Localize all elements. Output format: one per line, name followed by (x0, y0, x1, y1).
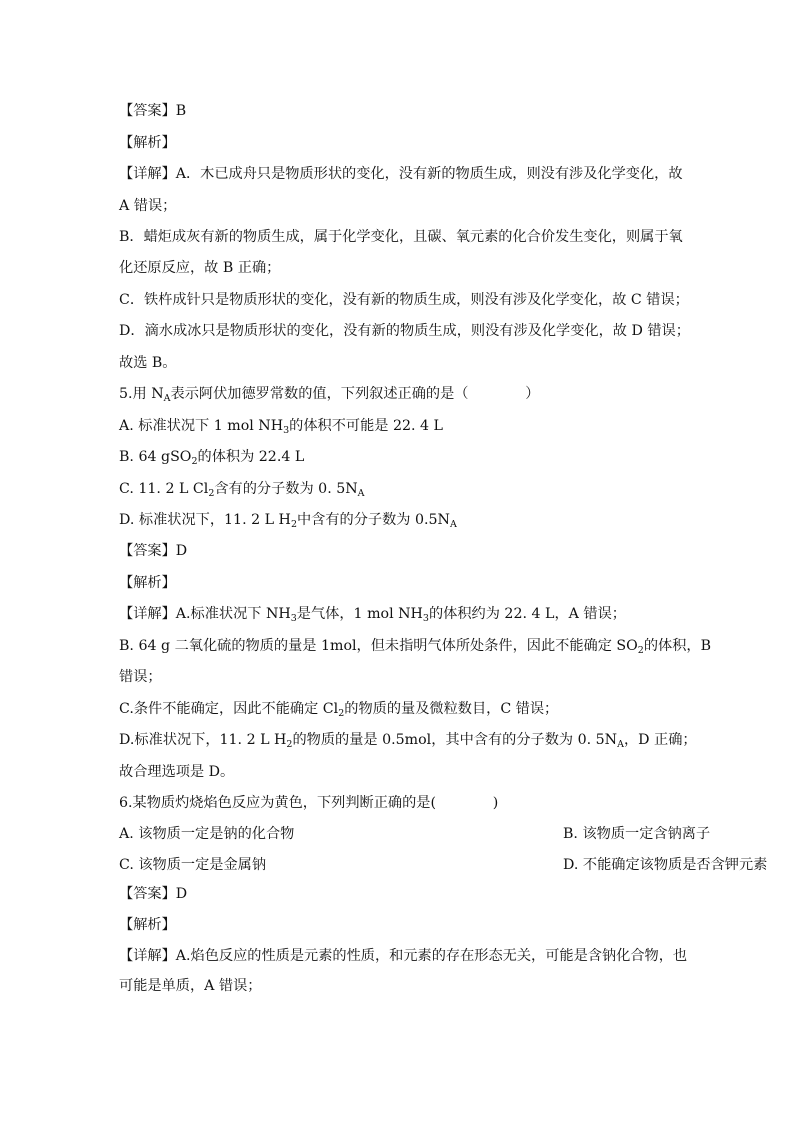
question-5-option-c: C. 11. 2 L $Cl_2$含有的分子数为 0. $5N_A$ (119, 481, 365, 499)
analysis-label: 【解析】 (119, 575, 176, 591)
question-6-options-row-2 (119, 855, 768, 875)
explanation-line: 【详解】A.标准状况下 $NH_3$是气体，1 mol $NH_3$的体积约为 22. 4 L，A 错误； (119, 606, 626, 624)
question-5-stem: 5.用 $N_A$表示阿伏加德罗常数的值，下列叙述正确的是（ ） (119, 386, 540, 404)
question-6-option-c: C. 该物质一定是金属钠 (119, 857, 267, 873)
question-6-stem: 6.某物质灼烧焰色反应为黄色，下列判断正确的是( ) (119, 795, 499, 811)
conclusion-line: 故选 B。 (119, 355, 177, 371)
explanation-line: 【详解】A.焰色反应的性质是元素的性质，和元素的存在形态无关，可能是含钠化合物，也 (119, 948, 688, 964)
answer-label: 【答案】B (119, 103, 187, 119)
analysis-label: 【解析】 (119, 135, 176, 151)
analysis-label: 【解析】 (119, 917, 176, 933)
explanation-line: B．蜡炬成灰有新的物质生成，属于化学变化，且碳、氧元素的化合价发生变化，则属于氧 (119, 229, 683, 245)
question-6-option-a: A. 该物质一定是钠的化合物 (119, 826, 295, 842)
answer-label: 【答案】D (119, 543, 188, 559)
explanation-line: 化还原反应，故 B 正确； (119, 260, 281, 276)
explanation-line: C.条件不能确定，因此不能确定 $Cl_2$的物质的量及微粒数目，C 错误； (119, 701, 559, 719)
answer-label: 【答案】D (119, 886, 188, 902)
explanation-line: 可能是单质，A 错误； (119, 978, 262, 994)
question-5-option-d: D. 标准状况下，11. 2 L $H_2$中含有的分子数为 $0.5N_A$ (119, 512, 457, 530)
question-5-option-a: A. 标准状况下 1 mol $NH_3$的体积不可能是 22. 4 L (119, 418, 443, 436)
explanation-line: D.标准状况下，11. 2 L $H_2$的物质的量是 0.5mol，其中含有的分子数为 0. $5N_A$，D 正确； (119, 732, 697, 750)
question-5-option-b: B. 64 gSO$_2$的体积为 22.4 L (119, 449, 305, 467)
explanation-line: 错误； (119, 669, 162, 685)
explanation-line: 【详解】A．木已成舟只是物质形状的变化，没有新的物质生成，则没有涉及化学变化，故 (119, 166, 683, 182)
explanation-line: D．滴水成冰只是物质形状的变化，没有新的物质生成，则没有涉及化学变化，故 D 错误； (119, 323, 690, 339)
conclusion-line: 故合理选项是 D。 (119, 764, 235, 780)
question-6-option-b: B. 该物质一定含钠离子 (563, 826, 711, 842)
explanation-line: B. 64 g 二氧化硫的物质的量是 1mol，但未指明气体所处条件，因此不能确定 $SO_2$的体积，B (119, 638, 712, 656)
explanation-line: C．铁杵成针只是物质形状的变化，没有新的物质生成，则没有涉及化学变化，故 C 错误； (119, 292, 689, 308)
explanation-line: A 错误； (119, 198, 177, 214)
question-6-options-row-1 (119, 824, 711, 844)
question-6-option-d: D. 不能确定该物质是否含钾元素 (563, 857, 768, 873)
